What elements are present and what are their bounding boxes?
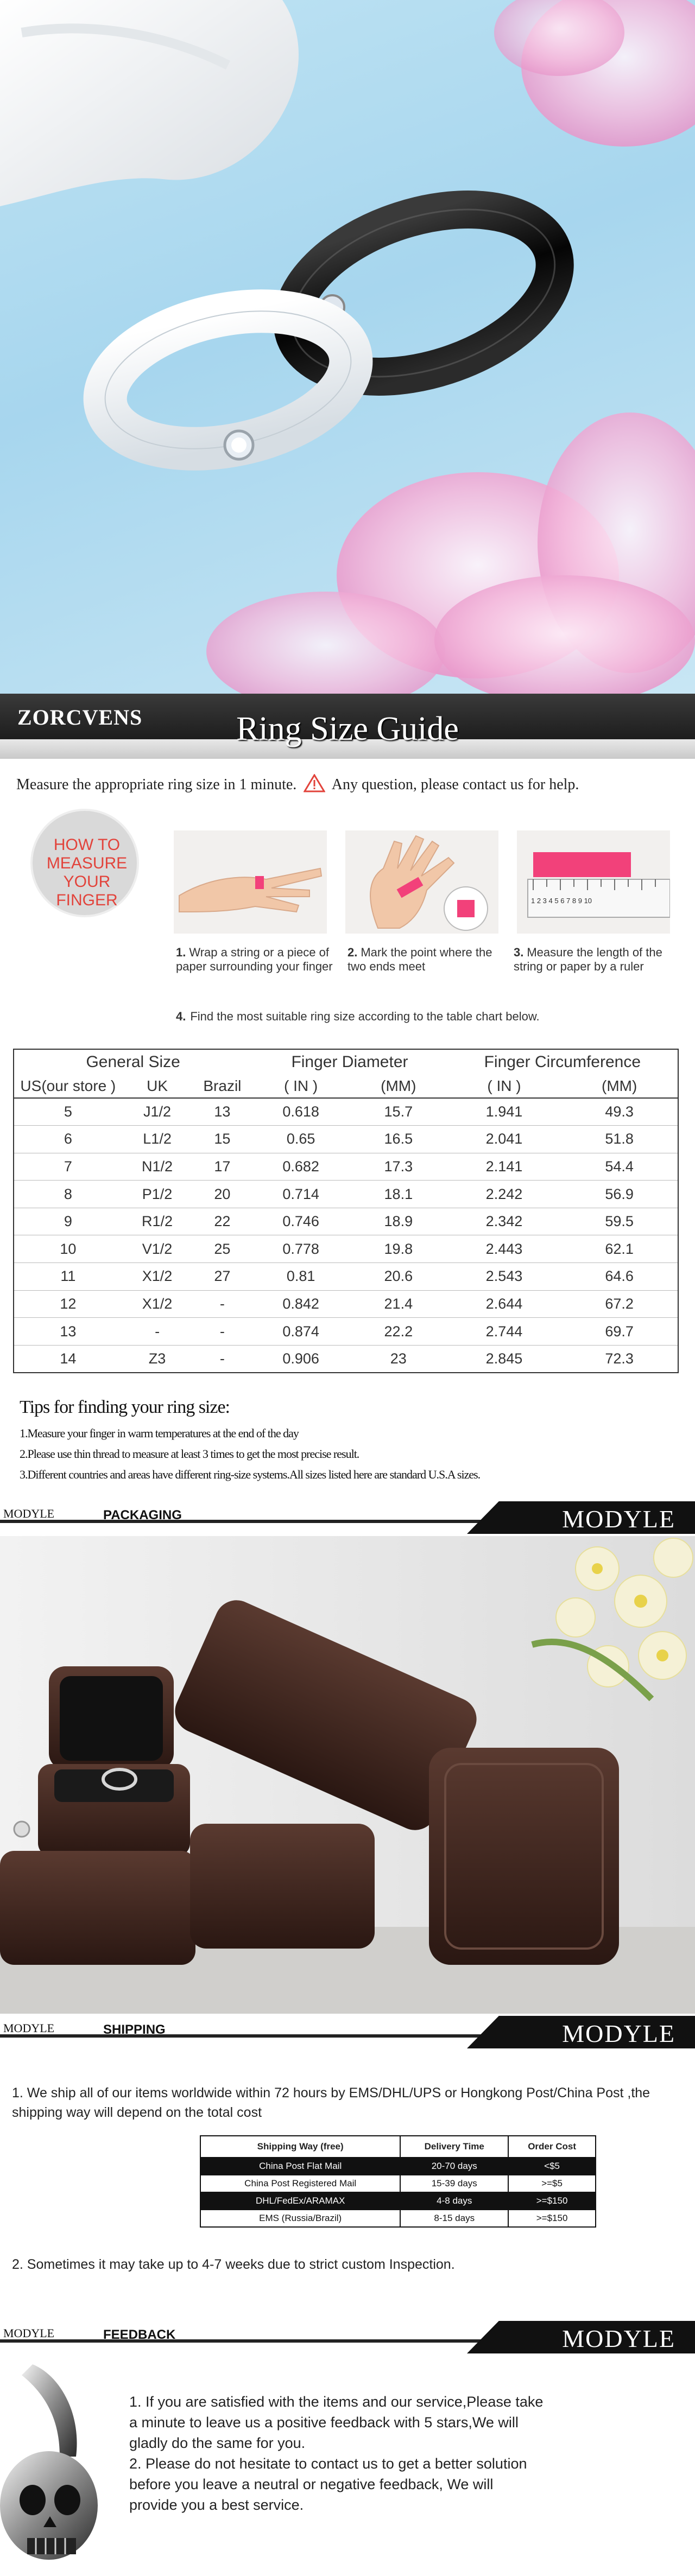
cell-diameter-mm: 19.8 [350, 1235, 447, 1263]
cell-circumference-in: 2.543 [447, 1263, 561, 1291]
cell-circumference-in: 2.041 [447, 1126, 561, 1153]
cell-us: 10 [14, 1235, 122, 1263]
cell-diameter-in: 0.842 [252, 1290, 350, 1318]
cell-uk: J1/2 [122, 1098, 193, 1126]
ship-cell-way: DHL/FedEx/ARAMAX [200, 2192, 400, 2210]
ring-size-table [13, 1049, 679, 1373]
step-1-image [174, 830, 327, 934]
step-3-text: Measure the length of the string or paper by a ruler [514, 946, 662, 973]
tip-item: 1.Measure your finger in warm temperatures at the end of the day [20, 1426, 299, 1440]
cell-uk: N1/2 [122, 1153, 193, 1181]
tips-block [20, 1397, 480, 1485]
howto-badge [30, 809, 139, 917]
measure-text-before: Measure the appropriate ring size in 1 minute. [16, 776, 297, 793]
cell-uk: V1/2 [122, 1235, 193, 1263]
col-header-uk: UK [122, 1074, 193, 1098]
cell-diameter-in: 0.81 [252, 1263, 350, 1291]
shipping-section-bar [0, 2016, 695, 2048]
cell-diameter-mm: 23 [390, 1350, 407, 1367]
cell-uk: Z3 [148, 1350, 166, 1367]
cell-circumference-in: 2.744 [447, 1318, 561, 1346]
table-row [14, 1098, 678, 1126]
brand-logo: ZORCVENS [17, 705, 143, 729]
cell-uk: - [122, 1318, 193, 1346]
cell-brazil: - [192, 1290, 252, 1318]
cell-brazil: 25 [192, 1235, 252, 1263]
measure-instruction [16, 774, 579, 794]
cell-diameter-in: 0.874 [252, 1318, 350, 1346]
guide-header [0, 694, 695, 759]
cell-brazil: - [192, 1318, 252, 1346]
cell-uk: L1/2 [122, 1126, 193, 1153]
ship-cell-cost: >=$5 [508, 2175, 596, 2192]
tips-title: Tips for finding your ring size: [20, 1397, 230, 1417]
cell-us: 6 [14, 1126, 122, 1153]
cell-circumference-mm: 69.7 [561, 1318, 678, 1346]
shipping-table-header-row [200, 2136, 596, 2158]
page-title: Ring Size Guide [236, 710, 459, 747]
table-row [14, 1318, 678, 1346]
col-header-brazil: Brazil [192, 1074, 252, 1098]
col-header-diameter-mm: (MM) [350, 1074, 447, 1098]
hero-product-photo [0, 0, 695, 694]
ruler-numbers: 1 2 3 4 5 6 7 8 9 10 [531, 897, 592, 905]
step-2-number: 2. [348, 946, 358, 959]
table-row [14, 1290, 678, 1318]
cell-circumference-in: 2.141 [447, 1153, 561, 1181]
step-1-text: Wrap a string or a piece of paper surrounding your finger [176, 946, 333, 973]
cell-brazil: 20 [192, 1181, 252, 1208]
cell-us: 9 [14, 1208, 122, 1235]
table-column-header-row [14, 1074, 678, 1098]
group-header-diameter: Finger Diameter [291, 1052, 408, 1071]
cell-us: 14 [60, 1350, 77, 1367]
group-header-circumference: Finger Circumference [484, 1052, 641, 1071]
cell-diameter-in: 0.618 [252, 1098, 350, 1126]
cell-circumference-mm: 64.6 [561, 1263, 678, 1291]
section-big-brand: MODYLE [562, 2020, 675, 2047]
section-small-brand: MODYLE [3, 2326, 55, 2340]
shipping-table-row [200, 2192, 596, 2210]
step-4-caption [176, 1010, 540, 1024]
section-small-brand: MODYLE [3, 2021, 55, 2035]
step-3-caption [514, 946, 671, 974]
step-4-number: 4. [176, 1010, 186, 1023]
hand-mark-icon [345, 830, 498, 934]
cell-us: 7 [14, 1153, 122, 1181]
col-header-circumference-mm: (MM) [561, 1074, 678, 1098]
cell-brazil: 15 [192, 1126, 252, 1153]
packaging-photo [0, 1536, 695, 2014]
ship-cell-cost: <$5 [508, 2158, 596, 2175]
cell-diameter-mm: 18.1 [350, 1181, 447, 1208]
col-header-diameter-in: ( IN ) [252, 1074, 350, 1098]
step-2-image [345, 830, 498, 934]
cell-diameter-in: 0.906 [282, 1350, 319, 1367]
cell-uk: X1/2 [122, 1290, 193, 1318]
cell-diameter-mm: 15.7 [350, 1098, 447, 1126]
ship-col-time: Delivery Time [400, 2136, 508, 2158]
cell-diameter-mm: 22.2 [350, 1318, 447, 1346]
ship-cell-time: 20-70 days [400, 2158, 508, 2175]
cell-uk: R1/2 [122, 1208, 193, 1235]
ship-cell-time: 8-15 days [400, 2210, 508, 2227]
cell-diameter-mm: 16.5 [350, 1126, 447, 1153]
ship-cell-way: EMS (Russia/Brazil) [200, 2210, 400, 2227]
cell-circumference-mm: 62.1 [561, 1235, 678, 1263]
cell-uk: P1/2 [122, 1181, 193, 1208]
section-label-shipping: SHIPPING [103, 2022, 166, 2037]
packaging-section-bar [0, 1501, 695, 1534]
ceramic-rings-illustration [0, 0, 695, 694]
cell-circumference-in: 2.443 [447, 1235, 561, 1263]
tip-item: 2.Please use thin thread to measure at least 3 times to get the most precise result. [20, 1447, 359, 1461]
cell-diameter-mm: 21.4 [350, 1290, 447, 1318]
shipping-table-row [200, 2158, 596, 2175]
table-row [14, 1126, 678, 1153]
section-label-feedback: FEEDBACK [103, 2327, 176, 2342]
cell-circumference-in: 2.644 [447, 1290, 561, 1318]
cell-circumference-in: 1.941 [447, 1098, 561, 1126]
measure-text-after: Any question, please contact us for help. [331, 776, 579, 793]
section-label-packaging: PACKAGING [103, 1508, 182, 1522]
step-1-caption [176, 946, 333, 974]
step-3-image [517, 830, 670, 934]
cell-circumference-mm: 54.4 [561, 1153, 678, 1181]
ship-cell-cost: >=$150 [508, 2192, 596, 2210]
ruler-icon [517, 830, 670, 934]
cell-uk: X1/2 [122, 1263, 193, 1291]
ship-cell-time: 4-8 days [400, 2192, 508, 2210]
table-body [14, 1098, 678, 1373]
shipping-table-body [200, 2158, 596, 2227]
cell-circumference-mm: 51.8 [561, 1126, 678, 1153]
cell-diameter-in: 0.714 [252, 1181, 350, 1208]
gift-boxes-illustration [0, 1536, 695, 2014]
cell-us: 11 [14, 1263, 122, 1291]
cell-circumference-mm: 56.9 [561, 1181, 678, 1208]
tip-item: 3.Different countries and areas have different ring-size systems.All sizes listed here are standard U.S.A sizes. [20, 1468, 481, 1481]
shipping-paragraph-2: 2. Sometimes it may take up to 4-7 weeks due to strict custom Inspection. [12, 2257, 455, 2272]
cell-us: 5 [14, 1098, 122, 1126]
cell-brazil: 13 [192, 1098, 252, 1126]
step-2-text: Mark the point where the two ends meet [348, 946, 492, 973]
table-row [14, 1153, 678, 1181]
cell-brazil: 22 [192, 1208, 252, 1235]
shipping-table-row [200, 2175, 596, 2192]
cell-diameter-in: 0.65 [252, 1126, 350, 1153]
cell-diameter-mm: 20.6 [350, 1263, 447, 1291]
cell-circumference-mm: 67.2 [561, 1290, 678, 1318]
ship-cell-cost: >=$150 [508, 2210, 596, 2227]
cell-diameter-in: 0.778 [252, 1235, 350, 1263]
table-row [14, 1181, 678, 1208]
cell-diameter-mm: 17.3 [350, 1153, 447, 1181]
step-3-number: 3. [514, 946, 524, 959]
cell-us: 13 [14, 1318, 122, 1346]
cell-circumference-in: 2.242 [447, 1181, 561, 1208]
section-big-brand: MODYLE [562, 1505, 675, 1533]
ship-col-cost: Order Cost [508, 2136, 596, 2158]
cell-circumference-mm: 59.5 [561, 1208, 678, 1235]
shipping-paragraph-1: 1. We ship all of our items worldwide within 72 hours by EMS/DHL/UPS or Hongkong Post/China Post ,the shipping way will depend on the total cost [12, 2085, 650, 2120]
feedback-text: 1. If you are satisfied with the items and our service,Please take a minute to leave us a positive feedback with 5 stars,We will gladly do the same for you. 2. Please do not hesitate to contact us to get a better solution before you leave a neutral or negative feedback, We will provide you a best service. [129, 2394, 544, 2513]
cell-diameter-in: 0.746 [252, 1208, 350, 1235]
cell-diameter-in: 0.682 [252, 1153, 350, 1181]
step-2-caption [348, 946, 505, 974]
cell-circumference-in: 2.342 [447, 1208, 561, 1235]
step-4-text: Find the most suitable ring size according to the table chart below. [190, 1010, 540, 1023]
table-row [14, 1263, 678, 1291]
feedback-area [0, 2353, 695, 2576]
step-1-number: 1. [176, 946, 186, 959]
cell-brazil: - [219, 1350, 225, 1367]
skull-ring-icon [0, 2353, 119, 2576]
cell-circumference-mm: 72.3 [605, 1350, 634, 1367]
section-big-brand: MODYLE [562, 2325, 675, 2352]
cell-circumference-mm: 49.3 [561, 1098, 678, 1126]
warning-icon [304, 774, 325, 792]
col-header-us: US(our store ) [14, 1074, 122, 1098]
cell-us: 8 [14, 1181, 122, 1208]
cell-brazil: 17 [192, 1153, 252, 1181]
hand-wrap-icon [174, 830, 327, 934]
cell-circumference-in: 2.845 [485, 1350, 523, 1367]
table-row [14, 1208, 678, 1235]
feedback-section-bar [0, 2321, 695, 2353]
ship-cell-time: 15-39 days [400, 2175, 508, 2192]
ship-col-way: Shipping Way (free) [200, 2136, 400, 2158]
shipping-table-row [200, 2210, 596, 2227]
ship-cell-way: China Post Registered Mail [200, 2175, 400, 2192]
table-group-header-row [14, 1049, 678, 1074]
cell-diameter-mm: 18.9 [350, 1208, 447, 1235]
cell-us: 12 [14, 1290, 122, 1318]
howto-badge-text: HOW TO MEASURE YOUR FINGER [46, 836, 128, 909]
col-header-circumference-in: ( IN ) [447, 1074, 561, 1098]
group-header-general: General Size [86, 1052, 180, 1071]
ship-cell-way: China Post Flat Mail [200, 2158, 400, 2175]
cell-brazil: 27 [192, 1263, 252, 1291]
shipping-table [200, 2135, 596, 2228]
ring-size-guide [0, 694, 695, 1501]
section-small-brand: MODYLE [3, 1507, 55, 1520]
table-row [14, 1345, 678, 1373]
table-row [14, 1235, 678, 1263]
